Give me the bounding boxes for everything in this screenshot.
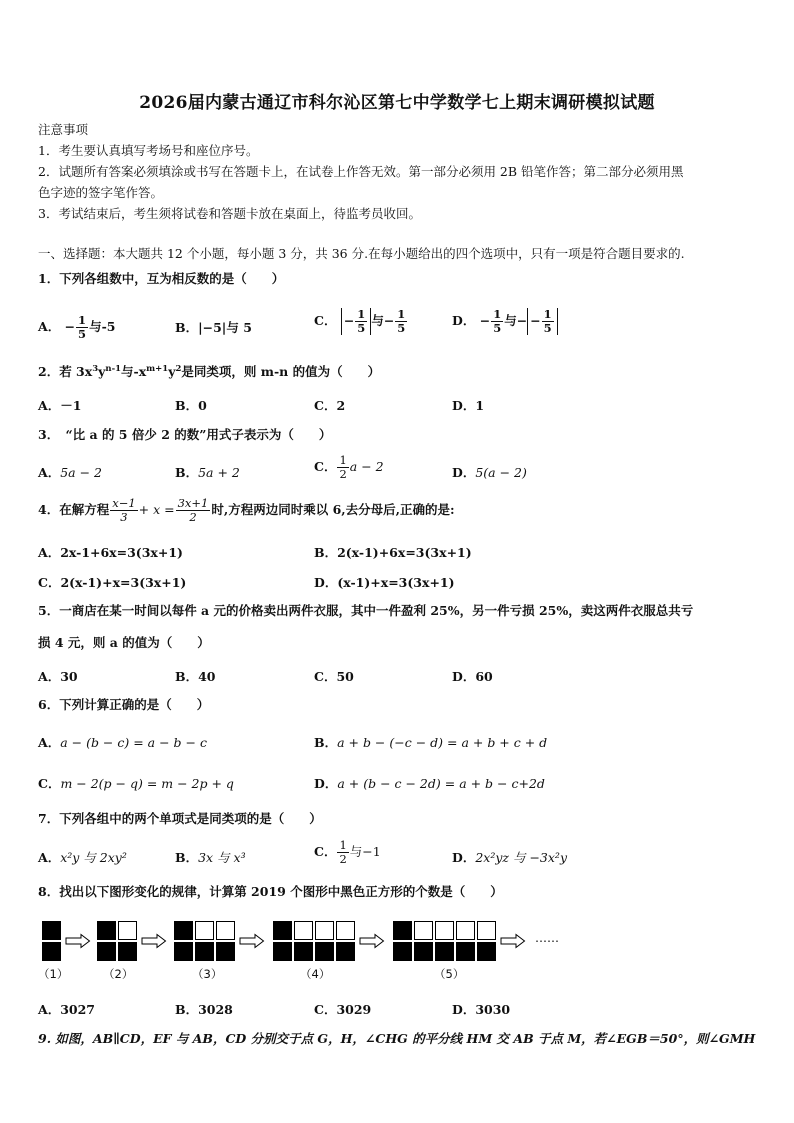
math-expression: 2x²yz 与 −3x²y xyxy=(475,850,568,865)
option-label: D． xyxy=(314,776,338,791)
option-label: C． xyxy=(314,459,337,474)
numerator: 1 xyxy=(397,307,406,321)
q1-option-a[interactable] xyxy=(38,314,115,341)
figure-caption: （2） xyxy=(103,967,134,981)
ellipsis: …… xyxy=(535,931,559,945)
black-square xyxy=(174,921,193,940)
option-label: B． xyxy=(175,320,199,335)
arrow-right-icon xyxy=(500,933,526,949)
fraction xyxy=(395,308,407,335)
numerator: x−1 xyxy=(112,496,136,510)
option-label: C． xyxy=(314,844,337,859)
stem-text: 4．在解方程 xyxy=(38,502,110,517)
fraction xyxy=(355,308,367,335)
black-square xyxy=(174,942,193,961)
denominator: 2 xyxy=(339,852,347,866)
black-square xyxy=(435,942,454,961)
stem-text: y xyxy=(98,364,106,379)
fraction xyxy=(176,497,211,524)
exponent: n-1 xyxy=(105,364,122,374)
question-7-stem: 7．下列各组中的两个单项式是同类项的是（ ） xyxy=(38,811,322,826)
question-4-stem xyxy=(38,497,455,524)
question-8-stem: 8．找出以下图形变化的规律，计算第 2019 个图形中黑色正方形的个数是（ ） xyxy=(38,884,503,899)
exponent: 3 xyxy=(92,364,99,374)
arrow-right-icon xyxy=(65,933,91,949)
math-expression: a − (b − c) = a − b − c xyxy=(60,735,207,750)
math-expression: + x = xyxy=(138,502,175,517)
figure-caption: （1） xyxy=(38,967,69,981)
minus-sign: − xyxy=(64,319,76,334)
question-5-stem: 5．一商店在某一时间以每件 a 元的价格卖出两件衣服，其中一件盈利 25%，另一件亏损 25%，卖这两件衣服总共亏 xyxy=(38,603,694,618)
question-2-stem xyxy=(38,364,380,380)
black-square xyxy=(273,942,292,961)
black-square xyxy=(393,942,412,961)
white-square xyxy=(435,921,454,940)
black-square xyxy=(216,942,235,961)
q8-option-b[interactable]: B．3028 xyxy=(175,1002,233,1017)
option-label: C． xyxy=(314,313,337,328)
option-label: C． xyxy=(38,776,61,791)
minus-sign: − xyxy=(343,313,355,328)
fraction xyxy=(491,308,503,335)
arrow-right-icon xyxy=(239,933,265,949)
q5-option-b[interactable]: B．40 xyxy=(175,669,216,684)
q6-option-b[interactable] xyxy=(314,733,547,751)
q8-option-d[interactable]: D．3030 xyxy=(452,1002,511,1017)
math-expression: 5a + 2 xyxy=(198,465,240,480)
stem-text: 2．若 3x xyxy=(38,364,93,379)
q3-option-d[interactable] xyxy=(452,463,527,481)
q2-option-c[interactable]: C．2 xyxy=(314,398,346,413)
denominator: 5 xyxy=(78,327,87,341)
option-text: 与− xyxy=(371,313,395,328)
black-square xyxy=(273,921,292,940)
fraction xyxy=(542,308,554,335)
option-label: A． xyxy=(38,735,61,750)
q1-option-b[interactable] xyxy=(175,318,252,336)
exponent: m+1 xyxy=(146,364,169,374)
minus-sign: − xyxy=(479,313,491,328)
q4-option-a[interactable]: A．2x-1+6x=3(3x+1) xyxy=(38,545,183,560)
stem-text: 与-x xyxy=(121,364,147,379)
stem-text: y xyxy=(168,364,176,379)
math-expression: a + b − (−c − d) = a + b + c + d xyxy=(337,735,548,750)
white-square xyxy=(477,921,496,940)
option-label: D． xyxy=(452,465,476,480)
option-text: 与−1 xyxy=(349,844,381,859)
black-square xyxy=(477,942,496,961)
numerator: 1 xyxy=(339,453,347,467)
q3-option-b[interactable] xyxy=(175,463,240,481)
option-text: 与-5 xyxy=(89,319,116,334)
fraction xyxy=(337,454,348,481)
q4-option-b[interactable]: B．2(x-1)+6x=3(3x+1) xyxy=(314,545,472,560)
option-label: A． xyxy=(38,319,61,334)
q3-option-c[interactable] xyxy=(314,454,384,481)
math-expression: a + (b − c − 2d) = a + b − c+2d xyxy=(337,776,545,791)
numerator: 1 xyxy=(339,838,347,852)
white-square xyxy=(294,921,313,940)
stem-text: 时,方程两边同时乘以 6,去分母后,正确的是: xyxy=(211,502,455,517)
denominator: 2 xyxy=(339,467,347,481)
black-square xyxy=(414,942,433,961)
q2-option-a[interactable]: A．－1 xyxy=(38,398,82,413)
q5-option-d[interactable]: D．60 xyxy=(452,669,493,684)
arrow-right-icon xyxy=(141,933,167,949)
option-label: A． xyxy=(38,850,61,865)
q5-option-a[interactable]: A．30 xyxy=(38,669,78,684)
q2-option-d[interactable]: D．1 xyxy=(452,398,485,413)
question-6-stem: 6．下列计算正确的是（ ） xyxy=(38,697,210,712)
fraction xyxy=(337,839,348,866)
question-1-stem: 1．下列各组数中，互为相反数的是（ ） xyxy=(38,271,285,286)
black-square xyxy=(456,942,475,961)
math-expression: a − 2 xyxy=(349,459,384,474)
option-text: |−5|与 5 xyxy=(198,320,252,335)
black-square xyxy=(315,942,334,961)
denominator: 5 xyxy=(397,321,406,335)
white-square xyxy=(216,921,235,940)
numerator: 1 xyxy=(78,313,87,327)
white-square xyxy=(414,921,433,940)
math-expression: m − 2(p − q) = m − 2p + q xyxy=(60,776,234,791)
arrow-right-icon xyxy=(359,933,385,949)
q1-option-d[interactable] xyxy=(452,308,558,335)
q7-option-a[interactable] xyxy=(38,848,127,866)
q4-option-d[interactable]: D．(x-1)+x=3(3x+1) xyxy=(314,575,455,590)
denominator: 3 xyxy=(120,510,128,524)
black-square xyxy=(393,921,412,940)
q6-option-d[interactable] xyxy=(314,774,545,792)
white-square xyxy=(118,921,137,940)
math-expression: x²y 与 2xy² xyxy=(60,850,127,865)
q7-option-d[interactable] xyxy=(452,848,567,866)
option-text: 与− xyxy=(504,313,528,328)
figure-caption: （5） xyxy=(434,967,465,981)
option-label: B． xyxy=(314,735,338,750)
black-square xyxy=(97,921,116,940)
exponent: 2 xyxy=(175,364,182,374)
numerator: 1 xyxy=(543,307,552,321)
section-heading: 一、选择题：本大题共 12 个小题，每小题 3 分，共 36 分.在每小题给出的四个选项中，只有一项是符合题目要求的. xyxy=(38,246,685,261)
denominator: 2 xyxy=(189,510,197,524)
q2-option-b[interactable]: B．0 xyxy=(175,398,207,413)
question-9-stem: 9. 如图，AB∥CD，EF 与 AB，CD 分别交于点 G，H，∠CHG 的平分线 HM 交 AB 于点 M，若∠EGB＝50°，则∠GMH xyxy=(38,1031,756,1046)
option-label: B． xyxy=(175,850,199,865)
question-3-stem: 3． “比 a 的 5 倍少 2 的数”用式子表示为（ ） xyxy=(38,427,332,442)
q8-option-a[interactable]: A．3027 xyxy=(38,1002,95,1017)
page-title: 2026届内蒙古通辽市科尔沁区第七中学数学七上期末调研模拟试题 xyxy=(139,93,655,113)
denominator: 5 xyxy=(543,321,552,335)
math-expression: 5a − 2 xyxy=(60,465,102,480)
q7-option-c[interactable] xyxy=(314,839,381,866)
fraction xyxy=(76,314,88,341)
fraction xyxy=(110,497,137,524)
q5-option-c[interactable]: C．50 xyxy=(314,669,354,684)
black-square xyxy=(336,942,355,961)
notice-heading: 注意事项 xyxy=(38,122,89,137)
q6-option-a[interactable] xyxy=(38,733,207,751)
question-5-stem-cont: 损 4 元，则 a 的值为（ ） xyxy=(38,635,210,650)
notice-item: 3．考试结束后，考生须将试卷和答题卡放在桌面上，待监考员收回。 xyxy=(38,206,421,221)
denominator: 5 xyxy=(357,321,366,335)
numerator: 3x+1 xyxy=(177,496,209,510)
denominator: 5 xyxy=(493,321,502,335)
white-square xyxy=(456,921,475,940)
black-square xyxy=(97,942,116,961)
absolute-value xyxy=(527,308,558,335)
notice-item: 2．试题所有答案必须填涂或书写在答题卡上，在试卷上作答无效。第一部分必须用 2B 铅笔作答；第二部分必须用黑 xyxy=(38,164,684,179)
q8-option-c[interactable]: C．3029 xyxy=(314,1002,372,1017)
q6-option-c[interactable] xyxy=(38,774,234,792)
black-square xyxy=(118,942,137,961)
black-square xyxy=(42,942,61,961)
figure-caption: （3） xyxy=(192,967,223,981)
option-label: A． xyxy=(38,465,61,480)
option-label: B． xyxy=(175,465,199,480)
stem-text: 是同类项，则 m-n 的值为（ ） xyxy=(181,364,381,379)
black-square xyxy=(294,942,313,961)
option-label: D． xyxy=(452,850,476,865)
q3-option-a[interactable] xyxy=(38,463,102,481)
minus-sign: − xyxy=(530,313,541,328)
white-square xyxy=(336,921,355,940)
option-label: D． xyxy=(452,313,476,328)
numerator: 1 xyxy=(493,307,502,321)
notice-item: 色字迹的签字笔作答。 xyxy=(38,185,164,200)
math-expression: 3x 与 x³ xyxy=(198,850,246,865)
q1-option-c[interactable] xyxy=(314,308,408,335)
notice-item: 1．考生要认真填写考场号和座位序号。 xyxy=(38,143,259,158)
figure-caption: （4） xyxy=(300,967,331,981)
black-square xyxy=(195,942,214,961)
q7-option-b[interactable] xyxy=(175,848,246,866)
math-expression: 5(a − 2) xyxy=(475,465,527,480)
white-square xyxy=(315,921,334,940)
absolute-value xyxy=(341,308,372,335)
numerator: 1 xyxy=(357,307,366,321)
black-square xyxy=(42,921,61,940)
q4-option-c[interactable]: C．2(x-1)+x=3(3x+1) xyxy=(38,575,187,590)
white-square xyxy=(195,921,214,940)
